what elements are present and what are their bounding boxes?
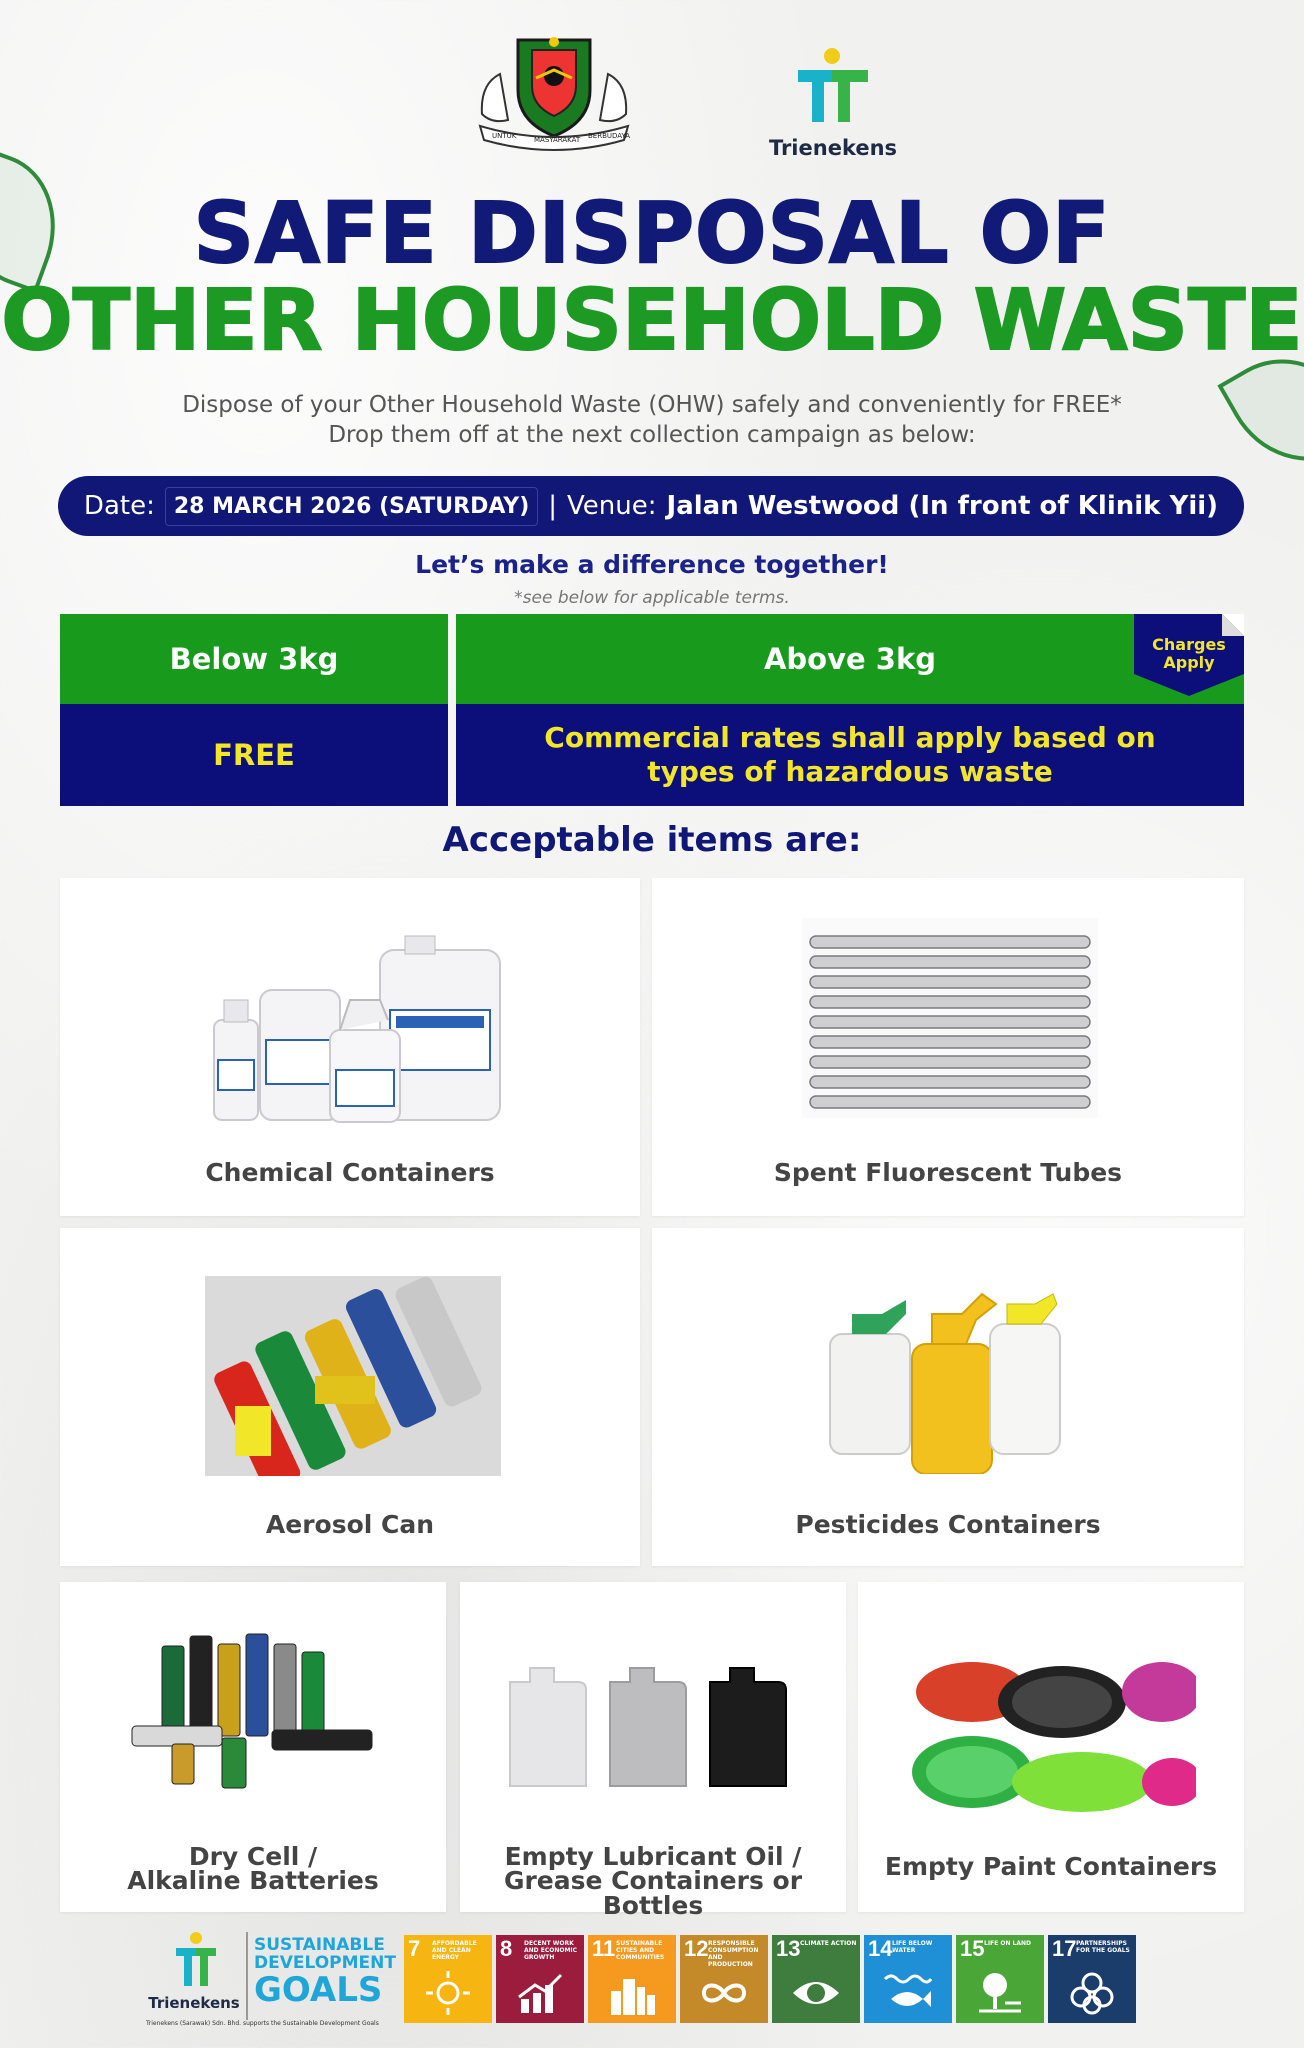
crest-banner-right: BERBUDAYA [588, 132, 631, 140]
sdg-number: 7 [408, 1936, 421, 1961]
tree-icon [975, 1971, 1025, 2015]
below-3kg-header: Below 3kg [60, 614, 448, 704]
sdg-12-tile [680, 1935, 768, 2023]
info-separator: | [548, 491, 558, 521]
footer-brand-note: Trienekens (Sarawak) Sdn. Bhd. supports the Sustainable Development Goals [146, 2020, 379, 2027]
sdg-number: 13 [776, 1936, 801, 1961]
event-info-bar [58, 476, 1244, 536]
item-label: Spent Fluorescent Tubes [773, 1158, 1123, 1187]
fluorescent-tubes-icon [802, 918, 1098, 1118]
sdg-number: 11 [592, 1936, 616, 1961]
item-label: Aerosol Can [265, 1510, 435, 1539]
item-card-paint-containers [858, 1582, 1244, 1912]
below-3kg-value: FREE [60, 704, 448, 806]
sdg-text: AFFORDABLE AND CLEAN ENERGY [432, 1940, 477, 1961]
item-card-aerosol-can [60, 1228, 640, 1566]
sdg-title: SUSTAINABLE DEVELOPMENT [254, 1935, 396, 1973]
sdg-number: 12 [684, 1936, 709, 1961]
sdg-text: DECENT WORK AND ECONOMIC GROWTH [524, 1940, 578, 1961]
batteries-icon [122, 1626, 384, 1796]
footer-brand-name: Trienekens [148, 1994, 240, 2012]
oil-jugs-icon [500, 1652, 806, 1792]
sdg-7-tile [404, 1935, 492, 2023]
item-card-lubricant-containers [460, 1582, 846, 1920]
item-label: Chemical Containers [205, 1158, 495, 1187]
charges-apply-text: Charges Apply [1152, 635, 1226, 672]
trienekens-logo [768, 44, 898, 164]
footer-trienekens-logo [146, 1930, 246, 2026]
venue-label: Venue: [567, 491, 657, 521]
sdg-number: 17 [1052, 1936, 1077, 1961]
tagline: Let’s make a difference together! [415, 550, 889, 579]
sdg-goals-word: GOALS [254, 1970, 383, 2010]
item-label-line-1: Dry Cell / [188, 1842, 318, 1871]
sdg-text: RESPONSIBLE CONSUMPTION AND PRODUCTION [708, 1940, 759, 1968]
crest-banner-center: MASYARAKAT [534, 136, 581, 144]
venue-value: Jalan Westwood (In front of Klinik Yii) [666, 491, 1219, 521]
spray-bottles-icon [822, 1264, 1072, 1474]
footer-divider [246, 1932, 248, 2020]
charges-apply-badge [1134, 614, 1244, 696]
sdg-number: 8 [500, 1936, 513, 1961]
title-line-1: SAFE DISPOSAL OF [193, 184, 1111, 282]
date-value: 28 MARCH 2026 (SATURDAY) [165, 487, 538, 526]
sdg-15-tile [956, 1935, 1044, 2023]
crest-banner-left: UNTUK [492, 132, 517, 140]
acceptable-items-heading: Acceptable items are: [442, 820, 862, 860]
sarawak-crest-logo [470, 34, 638, 152]
infinity-icon [699, 1971, 749, 2015]
trienekens-brand-name: Trienekens [768, 136, 898, 160]
item-label-line-2: Grease Containers or Bottles [503, 1866, 803, 1920]
sdg-number: 14 [868, 1936, 893, 1961]
item-card-fluorescent-tubes [652, 878, 1244, 1216]
sdg-text: SUSTAINABLE CITIES AND COMMUNITIES [616, 1940, 665, 1961]
sdg-text: LIFE ON LAND [984, 1940, 1032, 1947]
eye-globe-icon [791, 1971, 841, 2015]
paint-cans-icon [912, 1632, 1196, 1812]
item-label-line-1: Empty Lubricant Oil / [504, 1842, 802, 1871]
partnership-flower-icon [1067, 1971, 1117, 2015]
sdg-17-tile [1048, 1935, 1136, 2023]
above-3kg-header: Above 3kg [456, 614, 1244, 704]
item-label-line-2: Alkaline Batteries [127, 1866, 379, 1895]
item-card-batteries [60, 1582, 446, 1912]
intro-line-1: Dispose of your Other Household Waste (OHW) safely and conveniently for FREE* [182, 392, 1122, 418]
sdg-text: CLIMATE ACTION [800, 1940, 857, 1947]
sdg-number: 15 [960, 1936, 985, 1961]
above-3kg-value: Commercial rates shall apply based on types of hazardous waste [456, 704, 1244, 806]
sdg-13-tile [772, 1935, 860, 2023]
title-line-2: OTHER HOUSEHOLD WASTE [1, 271, 1303, 369]
fish-icon [883, 1971, 933, 2015]
city-icon [607, 1971, 657, 2015]
sdg-14-tile [864, 1935, 952, 2023]
date-label: Date: [83, 491, 155, 521]
sdg-text: LIFE BELOW WATER [892, 1940, 933, 1954]
aerosol-cans-icon [205, 1276, 501, 1476]
intro-line-2: Drop them off at the next collection campaign as below: [328, 422, 976, 448]
item-card-chemical-containers [60, 878, 640, 1216]
growth-chart-icon [515, 1971, 565, 2015]
item-label: Empty Paint Containers [884, 1852, 1218, 1881]
chemical-bottles-icon [200, 930, 510, 1130]
terms-note: *see below for applicable terms. [514, 588, 790, 608]
sdg-8-tile [496, 1935, 584, 2023]
sdg-11-tile [588, 1935, 676, 2023]
item-label: Pesticides Containers [795, 1510, 1101, 1539]
sdg-text: PARTNERSHIPS FOR THE GOALS [1076, 1940, 1130, 1954]
sun-icon [423, 1971, 473, 2015]
item-card-pesticides-containers [652, 1228, 1244, 1566]
